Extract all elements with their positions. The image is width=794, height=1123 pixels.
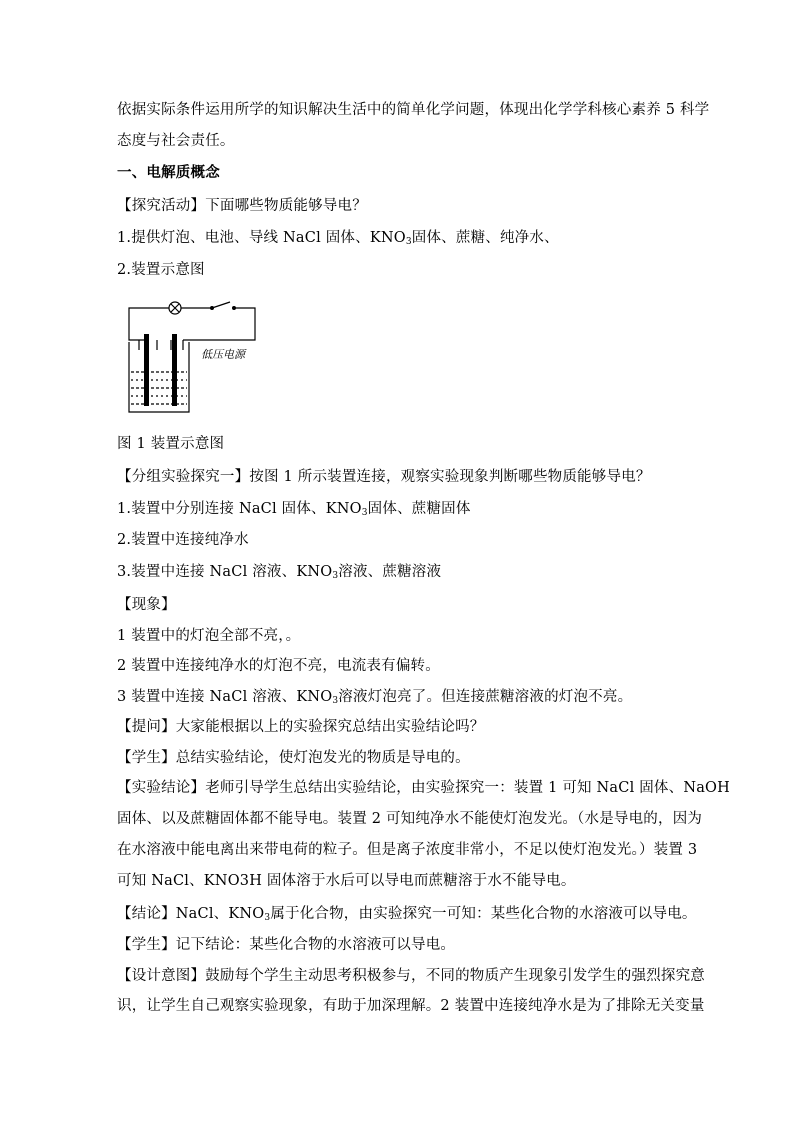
electrode-right — [172, 334, 177, 406]
paragraph-line: 2 装置中连接纯净水的灯泡不亮，电流表有偏转。 — [117, 658, 440, 674]
wire-left — [129, 308, 169, 338]
text-span: 【结论】NaCl、KNO — [117, 906, 265, 922]
paragraph-line — [117, 687, 687, 707]
paragraph-line: 【学生】总结实验结论，使灯泡发光的物质是导电的。 — [117, 750, 470, 766]
paragraph-line: 【探究活动】下面哪些物质能够导电？ — [117, 198, 367, 214]
electrode-left — [144, 334, 149, 406]
paragraph-line — [117, 562, 687, 582]
beaker — [129, 342, 189, 412]
paragraph-line: 在水溶液中能电离出来带电荷的粒子。但是离子浓度非常小，不足以使灯泡发光。）装置 3 — [117, 842, 698, 858]
text-span: 1.装置中分别连接 NaCl 固体、KNO — [117, 501, 362, 517]
text-span: 固体、蔗糖、纯净水、 — [411, 230, 559, 246]
section-heading: 一、电解质概念 — [117, 164, 220, 181]
paragraph-line: 识，让学生自己观察实验现象，有助于加深理解。2 装置中连接纯净水是为了排除无关变量 — [117, 998, 705, 1014]
paragraph-line: 【分组实验探究一】按图 1 所示装置连接，观察实验现象判断哪些物质能够导电？ — [117, 469, 651, 485]
text-span: 溶液、蔗糖溶液 — [338, 564, 442, 580]
subscript: 3 — [332, 696, 339, 706]
wire-right — [183, 308, 255, 340]
paragraph-line — [117, 228, 687, 248]
paragraph-line — [117, 499, 687, 519]
paragraph-line — [117, 904, 697, 924]
text-span: 3 装置中连接 NaCl 溶液、KNO — [117, 689, 333, 705]
paragraph-line: 态度与社会责任。 — [117, 133, 235, 149]
text-span: 固体、蔗糖固体 — [367, 501, 471, 517]
power-label: 低压电源 — [201, 348, 245, 361]
paragraph-line: 2.装置示意图 — [117, 262, 205, 278]
text-span: 属于化合物，由实验探究一可知：某些化合物的水溶液可以导电。 — [270, 906, 697, 922]
subscript: 3 — [264, 913, 271, 923]
apparatus-diagram — [117, 290, 267, 425]
paragraph-line: 【学生】记下结论：某些化合物的水溶液可以导电。 — [117, 937, 456, 953]
paragraph-line: 1 装置中的灯泡全部不亮，。 — [117, 628, 301, 644]
paragraph-line: 2.装置中连接纯净水 — [117, 532, 249, 548]
subscript: 3 — [332, 571, 339, 581]
paragraph-line: 【设计意图】鼓励每个学生主动思考积极参与，不同的物质产生现象引发学生的强烈探究意 — [117, 968, 705, 984]
subscript: 3 — [361, 508, 368, 518]
text-span: 溶液灯泡亮了。但连接蔗糖溶液的灯泡不亮。 — [338, 689, 633, 705]
switch-icon — [212, 302, 230, 308]
paragraph-line: 可知 NaCl、KNO3H 固体溶于水后可以导电而蔗糖溶于水不能导电。 — [117, 873, 576, 889]
paragraph-line: 【现象】 — [117, 597, 176, 613]
subscript: 3 — [405, 237, 412, 247]
text-span: 3.装置中连接 NaCl 溶液、KNO — [117, 564, 333, 580]
paragraph-line: 【实验结论】老师引导学生总结出实验结论，由实验探究一：装置 1 可知 NaCl 固体、NaOH — [117, 780, 730, 796]
paragraph-line: 依据实际条件运用所学的知识解决生活中的简单化学问题，体现出化学学科核心素养 5 科学 — [117, 102, 710, 118]
text-span: 1.提供灯泡、电池、导线 NaCl 固体、KNO — [117, 230, 406, 246]
paragraph-line: 固体、以及蔗糖固体都不能导电。装置 2 可知纯净水不能使灯泡发光。（水是导电的，因为 — [117, 811, 703, 827]
paragraph-line: 【提问】大家能根据以上的实验探究总结出实验结论吗？ — [117, 719, 485, 735]
figure-caption: 图 1 装置示意图 — [117, 436, 225, 452]
